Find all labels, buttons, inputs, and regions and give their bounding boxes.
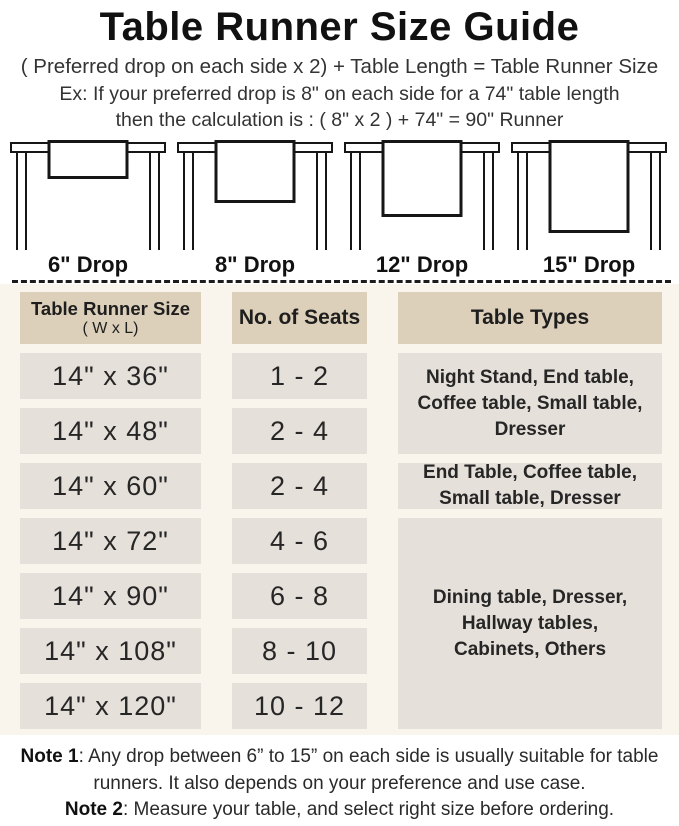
table-illustration-12-drop [344,140,500,250]
page-title: Table Runner Size Guide [99,5,580,49]
header-runner-size-sub: ( W x L) [82,320,139,337]
note-1 [1,744,679,797]
cell-table-types [398,463,662,509]
size-guide-panel [0,284,679,735]
formula-line: ( Preferred drop on each side x 2) + Table Length = Table Runner Size [20,55,659,78]
cell-table-types [398,518,662,729]
cell-seats: 6 - 8 [232,573,367,619]
cell-seats: 8 - 10 [232,628,367,674]
drop-illustrations [0,140,679,250]
drop-label-6: 6" Drop [47,252,129,277]
table-illustration-15-drop [511,140,667,250]
note-2 [1,797,679,824]
cell-seats: 1 - 2 [232,353,367,399]
header-seats: No. of Seats [232,292,367,344]
table-types-text: End Table, Coffee table, Small table, Dresser [423,462,637,509]
cell-runner-size: 14" x 120" [20,683,201,729]
drop-label-15: 15" Drop [542,252,636,277]
note-2-text: : Measure your table, and select right size before ordering. [122,799,615,820]
cell-runner-size: 14" x 72" [20,518,201,564]
note-1-text: : Any drop between 6” to 15” on each side is usually suitable for table runners. It also depends on your preference and use case. [78,746,659,794]
drop-label-12: 12" Drop [375,252,469,277]
drop-labels-row [0,250,679,280]
table-leg-left [350,153,361,250]
note-2-label: Note 2 [64,799,123,820]
example-line-1: Ex: If your preferred drop is 8" on each side for a 74" table length [59,83,620,105]
runner-drape [382,140,463,217]
table-leg-right [650,153,661,250]
drop-label-8: 8" Drop [214,252,296,277]
cell-runner-size: 14" x 48" [20,408,201,454]
header-runner-size-title: Table Runner Size [31,298,190,319]
runner-drape [549,140,630,233]
table-types-text: Dining table, Dresser, Hallway tables, Cabinets, Others [432,586,628,660]
table-leg-left [16,153,27,250]
dashed-divider [12,280,671,283]
cell-seats: 2 - 4 [232,463,367,509]
notes-section [0,744,679,824]
runner-drape [48,140,129,179]
table-leg-left [183,153,194,250]
cell-seats: 2 - 4 [232,408,367,454]
cell-seats: 4 - 6 [232,518,367,564]
table-leg-right [483,153,494,250]
cell-runner-size: 14" x 108" [20,628,201,674]
cell-runner-size: 14" x 90" [20,573,201,619]
example-line-2: then the calculation is : ( 8" x 2 ) + 74" = 90" Runner [115,109,564,131]
size-table [20,292,663,729]
table-types-text: Night Stand, End table, Coffee table, Small table, Dresser [417,366,643,440]
note-1-label: Note 1 [20,746,79,767]
cell-seats: 10 - 12 [232,683,367,729]
header-runner-size [20,292,201,344]
header-table-types: Table Types [398,292,662,344]
table-leg-right [149,153,160,250]
table-leg-right [316,153,327,250]
cell-runner-size: 14" x 60" [20,463,201,509]
cell-runner-size: 14" x 36" [20,353,201,399]
cell-table-types [398,353,662,454]
table-illustration-6-drop [10,140,166,250]
runner-drape [215,140,296,203]
table-illustration-8-drop [177,140,333,250]
table-leg-left [517,153,528,250]
